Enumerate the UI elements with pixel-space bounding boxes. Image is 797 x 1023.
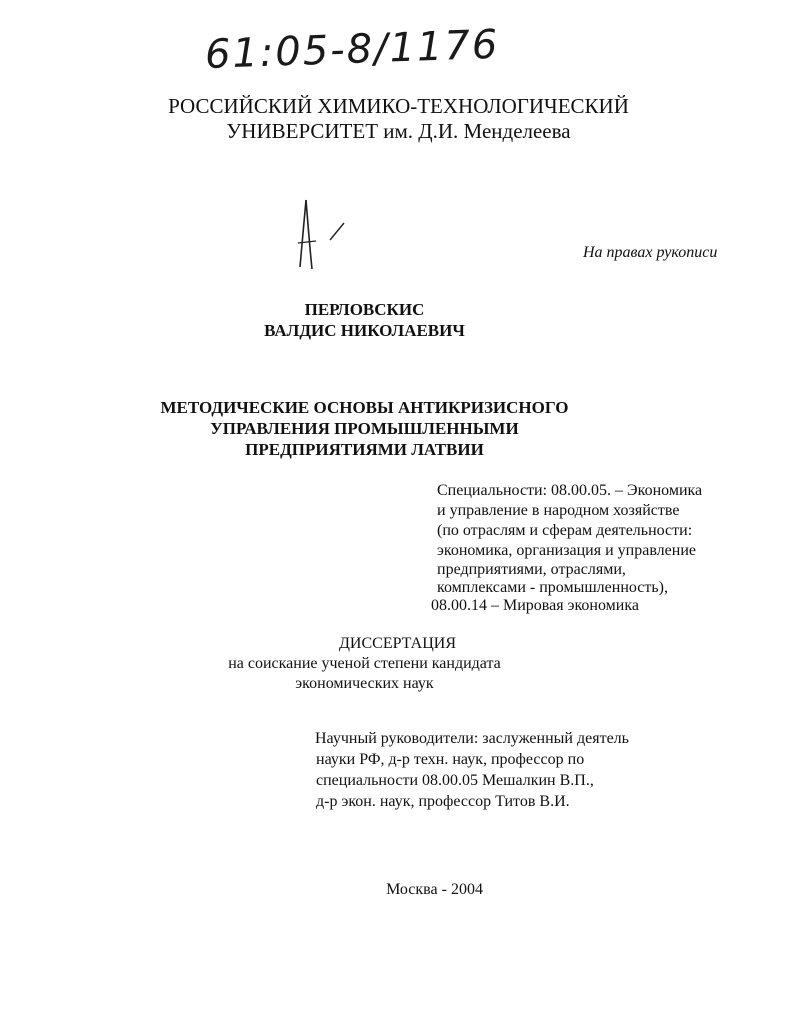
handwritten-scribble [288, 195, 358, 275]
dissertation-purpose-1: на соискание ученой степени кандидата [228, 655, 501, 672]
specialties-line-7: 08.00.14 – Мировая экономика [431, 597, 639, 614]
title-line-3: ПРЕДПРИЯТИЯМИ ЛАТВИИ [245, 440, 484, 459]
university-line-2: УНИВЕРСИТЕТ им. Д.И. Менделеева [226, 119, 571, 143]
supervisors-line-1: Научный руководители: заслуженный деятель [315, 730, 629, 747]
title-line-1: МЕТОДИЧЕСКИЕ ОСНОВЫ АНТИКРИЗИСНОГО [160, 398, 569, 417]
specialties-line-5: предприятиями, отраслями, [437, 561, 626, 578]
supervisors-line-3: специальности 08.00.05 Мешалкин В.П., [316, 772, 594, 789]
author-surname: ПЕРЛОВСКИС [304, 300, 425, 319]
specialties-line-1: Специальности: 08.00.05. – Экономика [437, 482, 703, 499]
university-line-1: РОССИЙСКИЙ ХИМИКО-ТЕХНОЛОГИЧЕСКИЙ [168, 94, 629, 118]
rights-note: На правах рукописи [583, 244, 718, 261]
archive-mark: 61:05-8/1176 [204, 21, 501, 78]
supervisors-line-2: науки РФ, д-р техн. наук, профессор по [316, 751, 585, 768]
specialties-line-2: и управление в народном хозяйстве [437, 502, 680, 519]
title-line-2: УПРАВЛЕНИЯ ПРОМЫШЛЕННЫМИ [210, 419, 519, 438]
author-given-names: ВАЛДИС НИКОЛАЕВИЧ [264, 321, 465, 340]
city-year: Москва - 2004 [386, 881, 483, 898]
specialties-line-3: (по отраслям и сферам деятельности: [437, 522, 693, 539]
supervisors-line-4: д-р экон. наук, профессор Титов В.И. [316, 793, 570, 810]
specialties-line-4: экономика, организация и управление [437, 542, 696, 559]
dissertation-purpose-2: экономических наук [295, 675, 434, 692]
specialties-line-6: комплексами - промышленность), [437, 579, 668, 596]
dissertation-label: ДИССЕРТАЦИЯ [339, 635, 456, 652]
